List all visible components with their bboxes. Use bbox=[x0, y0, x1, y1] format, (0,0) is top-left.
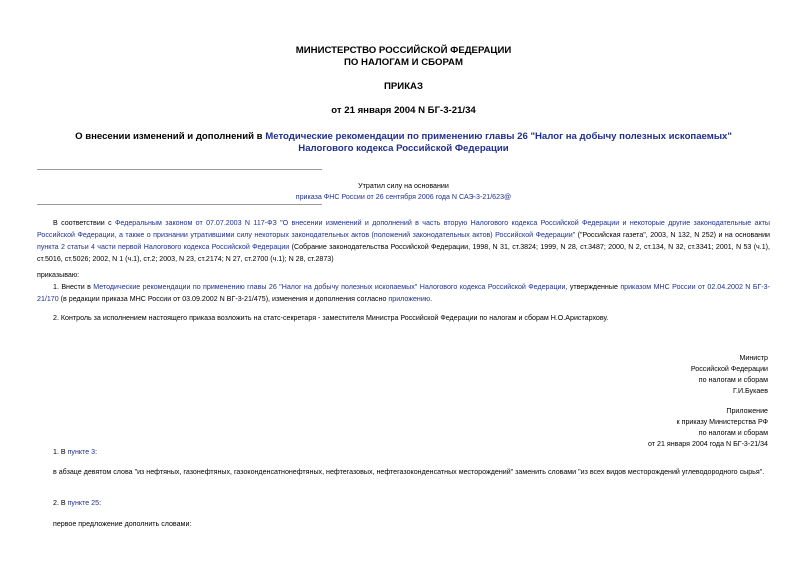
mns-order-link[interactable]: приказом МНС России от 02.04.2002 N БГ-3-21/170 bbox=[37, 283, 770, 303]
item-text: . bbox=[430, 295, 433, 303]
document-title bbox=[60, 131, 747, 155]
amend-text: : bbox=[95, 448, 98, 456]
appendix-line: Приложение bbox=[726, 407, 768, 415]
ministry-line-2: ПО НАЛОГАМ И СБОРАМ bbox=[344, 57, 463, 68]
signature-line: Российской Федерации bbox=[690, 365, 768, 373]
point-25-link[interactable]: пункте 25 bbox=[67, 499, 100, 507]
order-item-2: 2. Контроль за исполнением настоящего приказа возложить на статс-секретаря - заместителя Министра Российской Федерации по налогам и сборам Н.О.Аристархову. bbox=[53, 314, 609, 322]
appendix-link[interactable]: приложению bbox=[388, 295, 431, 303]
expiry-order-link[interactable]: приказа ФНС России от 26 сентября 2006 года N САЭ-3-21/623@ bbox=[295, 193, 512, 201]
order-word: приказываю: bbox=[37, 271, 80, 279]
signature-line: Министр bbox=[739, 354, 768, 362]
item-text: (в редакции приказа МНС России от 03.09.2002 N ВГ-3-21/475), изменения и дополнения согласно bbox=[58, 295, 389, 303]
amend-text: : bbox=[99, 499, 102, 507]
appendix-line: к приказу Министерства РФ bbox=[676, 418, 768, 426]
preamble-text: В соответствии с bbox=[53, 219, 116, 227]
methodical-recommendations-link[interactable]: Методические рекомендации по применению главы 26 "Налог на добычу полезных ископаемых" Налогового кодекса Российской Федерации bbox=[93, 283, 566, 291]
amend-text: 2. В bbox=[53, 499, 68, 507]
amendment-1-text: в абзаце девятом слова "из нефтяных, газонефтяных, газоконденсатнонефтяных, нефтегазовых, нефтегазоконденсатных месторождений" заменить словами "из всех видов месторождений углеводородного сырья". bbox=[53, 468, 765, 476]
item-text: 1. Внести в bbox=[53, 283, 94, 291]
item-text: , утвержденные bbox=[565, 283, 621, 291]
status-line: Утратил силу на основании bbox=[358, 182, 449, 190]
separator-rule bbox=[37, 169, 322, 170]
appendix-line: по налогам и сборам bbox=[698, 429, 768, 437]
status-link[interactable] bbox=[100, 191, 707, 203]
doc-date-number: от 21 января 2004 N БГ-3-21/34 bbox=[331, 105, 476, 116]
amendment-1-heading bbox=[53, 446, 97, 458]
doc-type: ПРИКАЗ bbox=[384, 81, 423, 92]
appendix-line: от 21 января 2004 года N БГ-3-21/34 bbox=[648, 440, 768, 448]
title-prefix: О внесении изменений и дополнений в bbox=[75, 131, 266, 142]
amendment-2-heading bbox=[53, 497, 101, 509]
tax-code-article-link[interactable]: пункта 2 статьи 4 части первой Налогового кодекса Российской Федерации bbox=[37, 243, 290, 251]
preamble-text: (Собрание законодательства Российской Федерации, 1998, N 31, ст.3824; 1999, N 28, ст.3487; 2000, N 2, ст.134, N 32, ст.3341; 2001, N 53 (ч.1), ст.5016, ст.5026; 2002, N 1 (ч.1), ст.2; 2003, N 23, ст.2174; N 27, ст.2700 (ч.1); N 28, ст.2873) bbox=[37, 243, 770, 263]
preamble-text: ("Российская газета", 2003, N 132, N 252) и на основании bbox=[575, 231, 770, 239]
amendment-2-text: первое предложение дополнить словами: bbox=[53, 520, 192, 528]
ministry-line-1: МИНИСТЕРСТВО РОССИЙСКОЙ ФЕДЕРАЦИИ bbox=[295, 45, 512, 56]
preamble-paragraph bbox=[37, 217, 770, 265]
signature-line: по налогам и сборам bbox=[698, 376, 768, 384]
title-link[interactable]: Методические рекомендации по применению главы 26 "Налог на добычу полезных ископаемых" Налогового кодекса Российской Федерации bbox=[265, 131, 732, 154]
order-item-1 bbox=[37, 281, 770, 305]
signer-name: Г.И.Букаев bbox=[733, 387, 768, 395]
separator-rule bbox=[37, 204, 322, 205]
point-3-link[interactable]: пункте 3 bbox=[67, 448, 96, 456]
amend-text: 1. В bbox=[53, 448, 68, 456]
federal-law-link[interactable]: Федеральным законом от 07.07.2003 N 117-ФЗ "О внесении изменений и дополнений в часть вторую Налогового кодекса Российской Федерации и некоторые другие законодательные акты Российской Федерации, а также о признании утратившими силу некоторых законодательных актов (положений законодательных актов) Российской Федерации" bbox=[37, 219, 771, 239]
